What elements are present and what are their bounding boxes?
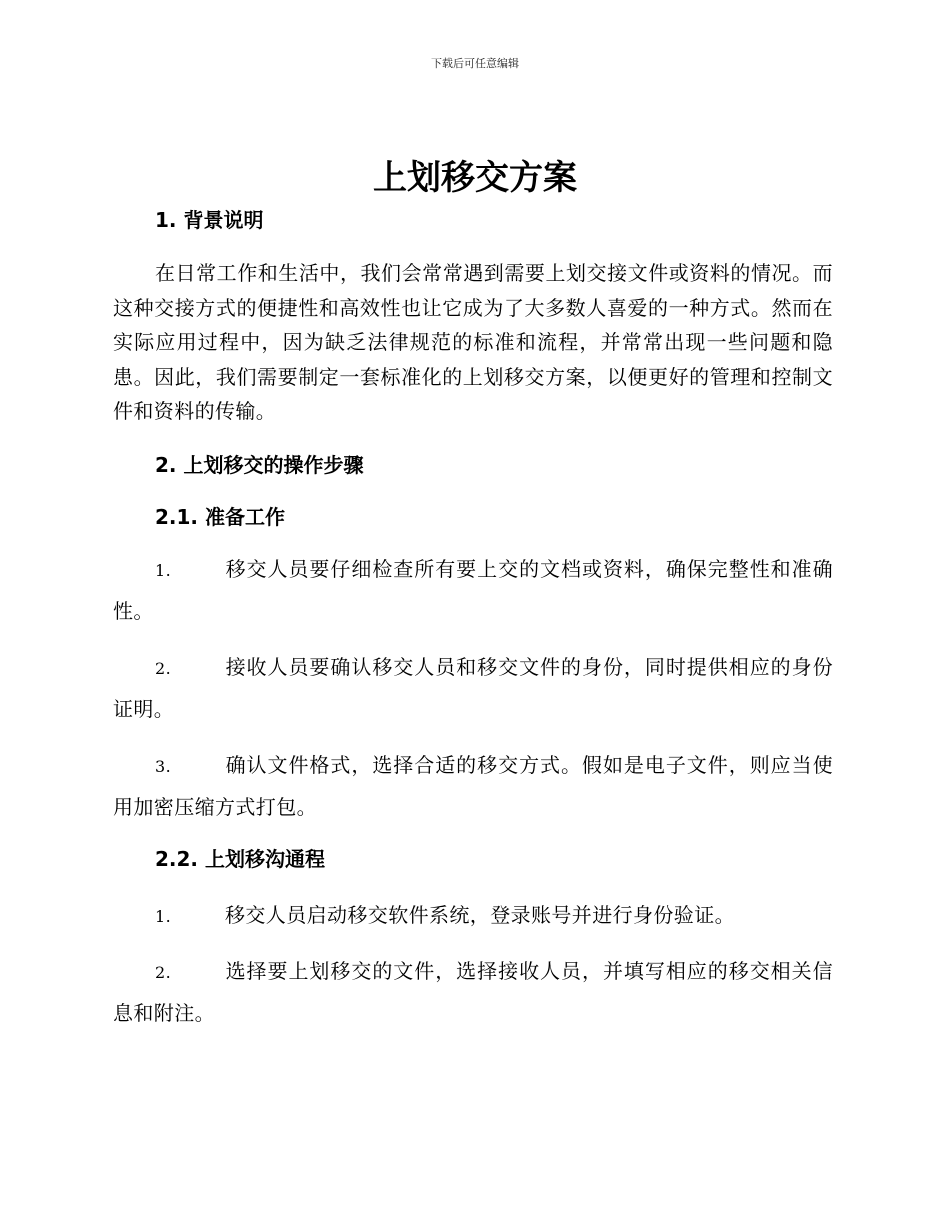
list-item-text: 移交人员启动移交软件系统，登录账号并进行身份验证。 bbox=[225, 902, 735, 927]
list-item-number: 2. bbox=[155, 658, 172, 678]
list-item-number: 2. bbox=[155, 962, 172, 982]
page-header-note: 下载后可任意编辑 bbox=[431, 57, 519, 70]
list-item bbox=[113, 549, 833, 631]
background-paragraph: 在日常工作和生活中，我们会常常遇到需要上划交接文件或资料的情况。而这种交接方式的便捷性和高效性也让它成为了大多数人喜爱的一种方式。然而在实际应用过程中，因为缺乏法律规范的标准和流程，并常常出现一些问题和隐患。因此，我们需要制定一套标准化的上划移交方案，以便更好的管理和控制文件和资料的传输。 bbox=[113, 261, 833, 424]
list-item-text: 移交人员要仔细检查所有要上交的文档或资料，确保完整性和准确性。 bbox=[113, 556, 833, 623]
document-body bbox=[113, 202, 833, 1033]
list-item bbox=[113, 745, 833, 827]
list-item bbox=[113, 951, 833, 1033]
section-heading-preparation: 2.1. 准备工作 bbox=[155, 504, 285, 529]
list-item-text: 接收人员要确认移交人员和移交文件的身份，同时提供相应的身份证明。 bbox=[113, 654, 833, 721]
list-item-number: 3. bbox=[155, 756, 172, 776]
section-heading-background: 1. 背景说明 bbox=[155, 208, 264, 232]
list-item bbox=[113, 895, 833, 937]
section-heading-process: 2.2. 上划移沟通程 bbox=[155, 846, 325, 871]
list-item-number: 1. bbox=[155, 906, 172, 926]
list-item-text: 确认文件格式，选择合适的移交方式。假如是电子文件，则应当使用加密压缩方式打包。 bbox=[113, 752, 833, 819]
document-title: 上划移交方案 bbox=[373, 158, 577, 198]
list-item-number: 1. bbox=[155, 560, 172, 580]
list-item-text: 选择要上划移交的文件，选择接收人员，并填写相应的移交相关信息和附注。 bbox=[113, 958, 833, 1025]
list-item bbox=[113, 647, 833, 729]
section-heading-steps: 2. 上划移交的操作步骤 bbox=[155, 452, 364, 477]
